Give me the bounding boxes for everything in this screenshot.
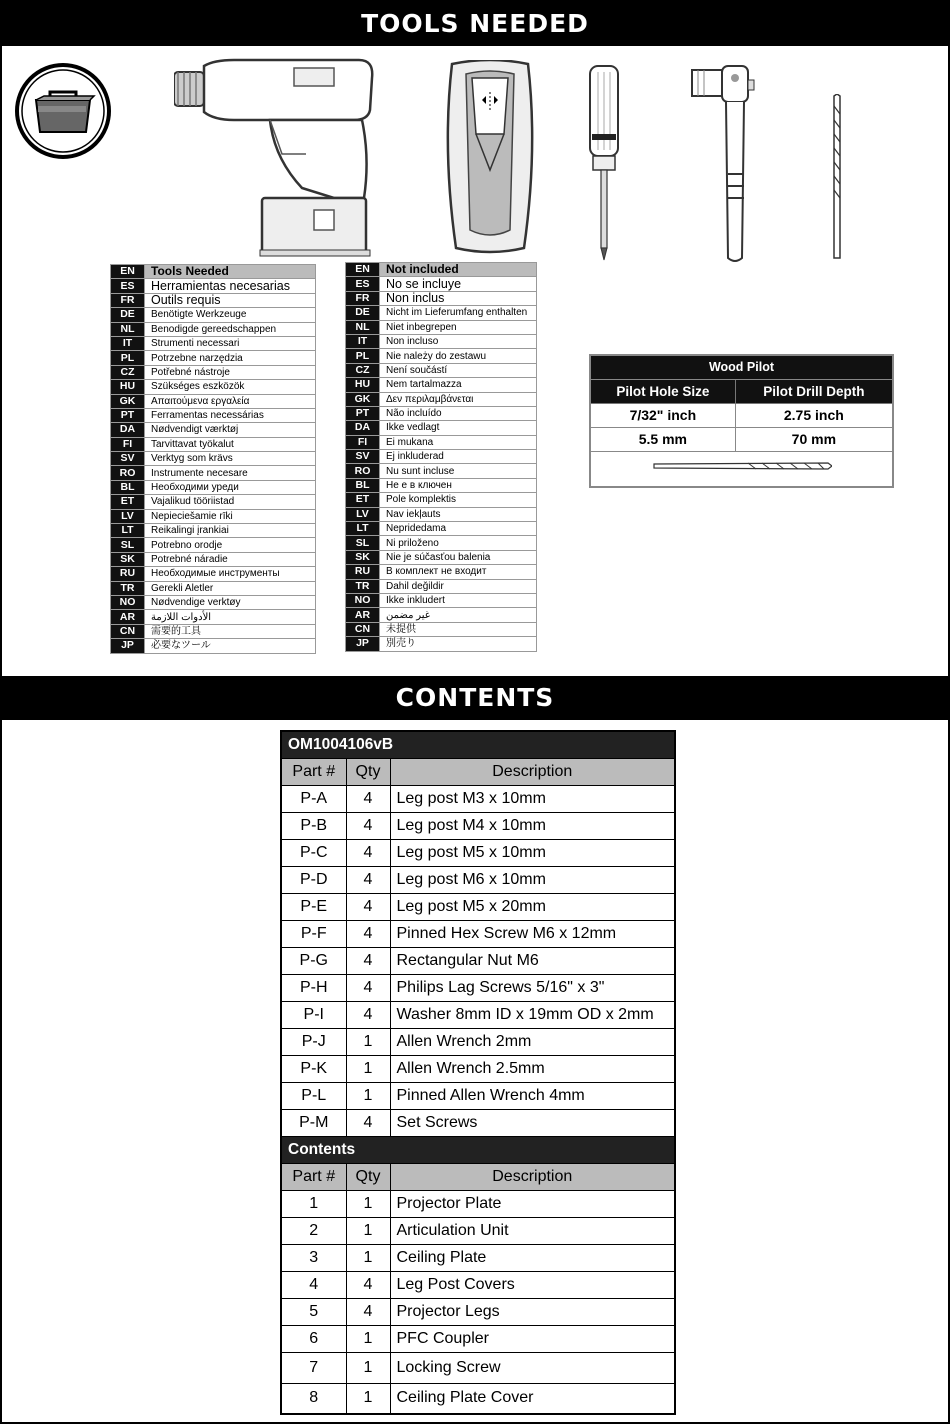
language-code: BL <box>346 478 380 492</box>
quantity: 1 <box>346 1383 390 1414</box>
quantity: 4 <box>346 1001 390 1028</box>
tools-needed-translation: Nødvendigt værktøj <box>145 423 316 437</box>
language-code: ES <box>346 277 380 291</box>
not-included-row <box>346 579 537 593</box>
description: Leg post M3 x 10mm <box>390 785 675 812</box>
part-number: P-G <box>281 947 346 974</box>
language-code: EN <box>346 263 380 277</box>
not-included-translation: Nav iekļauts <box>380 507 537 521</box>
language-code: GK <box>346 392 380 406</box>
language-code: RO <box>346 464 380 478</box>
description: Washer 8mm ID x 19mm OD x 2mm <box>390 1001 675 1028</box>
language-code: AR <box>111 610 145 624</box>
language-code: SK <box>111 552 145 566</box>
language-code: DA <box>346 421 380 435</box>
part-number: 8 <box>281 1383 346 1414</box>
description-header: Description <box>390 758 675 785</box>
tools-needed-translation: Необходимые инструменты <box>145 567 316 581</box>
parts-row <box>281 1190 675 1217</box>
power-drill-icon <box>174 58 374 258</box>
language-code: HU <box>111 380 145 394</box>
not-included-row <box>346 550 537 564</box>
quantity: 1 <box>346 1190 390 1217</box>
tools-needed-row <box>111 624 316 638</box>
pilot-drill-bit-cell <box>590 451 893 487</box>
tools-needed-row <box>111 552 316 566</box>
not-included-translation: Nepridedama <box>380 522 537 536</box>
hardware-kit-title: OM1004106vB <box>281 731 675 758</box>
tools-needed-translation: Tools Needed <box>145 265 316 279</box>
language-code: AR <box>346 608 380 622</box>
language-code: DE <box>111 308 145 322</box>
part-number: 2 <box>281 1217 346 1244</box>
not-included-row <box>346 334 537 348</box>
language-code: NO <box>111 595 145 609</box>
tools-needed-translation: Potřebné nástroje <box>145 365 316 379</box>
description: PFC Coupler <box>390 1325 675 1352</box>
quantity: 1 <box>346 1082 390 1109</box>
tools-needed-translation: 需要的工具 <box>145 624 316 638</box>
contents-banner: CONTENTS <box>2 676 948 720</box>
not-included-translation: Dahil değildir <box>380 579 537 593</box>
tools-needed-row <box>111 351 316 365</box>
hardware-row <box>281 785 675 812</box>
not-included-row <box>346 306 537 320</box>
quantity: 1 <box>346 1352 390 1383</box>
description: Rectangular Nut M6 <box>390 947 675 974</box>
description: Pinned Hex Screw M6 x 12mm <box>390 920 675 947</box>
language-code: CZ <box>111 365 145 379</box>
language-code: FI <box>111 437 145 451</box>
part-number: 7 <box>281 1352 346 1383</box>
wood-pilot-title: Wood Pilot <box>590 355 893 379</box>
hardware-row <box>281 1055 675 1082</box>
description: Leg Post Covers <box>390 1271 675 1298</box>
description: Locking Screw <box>390 1352 675 1383</box>
not-included-translation: В комплект не входит <box>380 565 537 579</box>
tools-needed-translation: Strumenti necessari <box>145 336 316 350</box>
parts-row <box>281 1217 675 1244</box>
hardware-row <box>281 1109 675 1136</box>
pilot-drill-depth-header: Pilot Drill Depth <box>735 379 893 403</box>
not-included-translation: Nem tartalmazza <box>380 378 537 392</box>
language-code: IT <box>346 334 380 348</box>
parts-row <box>281 1383 675 1414</box>
description: Philips Lag Screws 5/16" x 3" <box>390 974 675 1001</box>
tools-needed-language-table <box>110 264 316 654</box>
not-included-row <box>346 493 537 507</box>
quantity: 4 <box>346 974 390 1001</box>
qty-header: Qty <box>346 758 390 785</box>
tools-needed-row <box>111 408 316 422</box>
part-number: P-C <box>281 839 346 866</box>
not-included-row <box>346 536 537 550</box>
part-number: 4 <box>281 1271 346 1298</box>
language-code: EN <box>111 265 145 279</box>
language-code: NL <box>346 320 380 334</box>
tools-needed-translation: 必要なツール <box>145 639 316 653</box>
hardware-row <box>281 1001 675 1028</box>
tools-needed-translation: Potrebné náradie <box>145 552 316 566</box>
not-included-row <box>346 263 537 277</box>
tools-needed-row <box>111 567 316 581</box>
tools-needed-row <box>111 293 316 307</box>
not-included-translation: Δεν περιλαμβάνεται <box>380 392 537 406</box>
tools-needed-row <box>111 639 316 653</box>
quantity: 1 <box>346 1217 390 1244</box>
part-number: P-J <box>281 1028 346 1055</box>
not-included-translation: Not included <box>380 263 537 277</box>
tools-needed-row <box>111 595 316 609</box>
not-included-translation: Не е в ключен <box>380 478 537 492</box>
parts-row <box>281 1298 675 1325</box>
tools-needed-row <box>111 322 316 336</box>
part-number: 5 <box>281 1298 346 1325</box>
language-code: CZ <box>346 363 380 377</box>
language-code: PT <box>111 408 145 422</box>
tools-needed-row <box>111 581 316 595</box>
tools-needed-row <box>111 380 316 394</box>
quantity: 4 <box>346 893 390 920</box>
not-included-row <box>346 421 537 435</box>
language-code: PT <box>346 406 380 420</box>
description: Leg post M6 x 10mm <box>390 866 675 893</box>
language-code: NO <box>346 593 380 607</box>
not-included-row <box>346 320 537 334</box>
language-code: IT <box>111 336 145 350</box>
tools-needed-row <box>111 452 316 466</box>
quantity: 1 <box>346 1028 390 1055</box>
language-code: LV <box>346 507 380 521</box>
not-included-translation: Ej inkluderad <box>380 450 537 464</box>
part-number: 6 <box>281 1325 346 1352</box>
not-included-translation: Não incluído <box>380 406 537 420</box>
language-code: JP <box>346 637 380 651</box>
description: Ceiling Plate Cover <box>390 1383 675 1414</box>
tools-needed-row <box>111 423 316 437</box>
language-code: CN <box>111 624 145 638</box>
not-included-row <box>346 406 537 420</box>
hardware-row <box>281 893 675 920</box>
language-code: DE <box>346 306 380 320</box>
description: Allen Wrench 2mm <box>390 1028 675 1055</box>
not-included-translation: Ikke vedlagt <box>380 421 537 435</box>
parts-row <box>281 1271 675 1298</box>
not-included-translation: Niet inbegrepen <box>380 320 537 334</box>
not-included-translation: غير مضمن <box>380 608 537 622</box>
tools-needed-translation: Tarvittavat työkalut <box>145 437 316 451</box>
quantity: 4 <box>346 920 390 947</box>
tools-needed-translation: Potrzebne narzędzia <box>145 351 316 365</box>
not-included-row <box>346 507 537 521</box>
hardware-row <box>281 1028 675 1055</box>
tools-needed-translation: Szükséges eszközök <box>145 380 316 394</box>
tools-needed-translation: Nepieciešamie rīki <box>145 509 316 523</box>
wood-pilot-table <box>589 354 894 488</box>
language-code: SK <box>346 550 380 564</box>
part-number: P-K <box>281 1055 346 1082</box>
not-included-translation: Nu sunt incluse <box>380 464 537 478</box>
part-number: P-E <box>281 893 346 920</box>
language-code: SL <box>346 536 380 550</box>
tools-needed-translation: Ferramentas necessárias <box>145 408 316 422</box>
not-included-translation: Nicht im Lieferumfang enthalten <box>380 306 537 320</box>
not-included-translation: 未提供 <box>380 622 537 636</box>
quantity: 4 <box>346 785 390 812</box>
not-included-translation: Non inclus <box>380 291 537 305</box>
parts-row <box>281 1352 675 1383</box>
tools-needed-translation: Herramientas necesarias <box>145 279 316 293</box>
language-code: DA <box>111 423 145 437</box>
description: Pinned Allen Wrench 4mm <box>390 1082 675 1109</box>
not-included-row <box>346 349 537 363</box>
part-number: P-M <box>281 1109 346 1136</box>
not-included-row <box>346 392 537 406</box>
tools-needed-row <box>111 437 316 451</box>
tools-needed-row <box>111 279 316 293</box>
language-code: FR <box>111 293 145 307</box>
tools-needed-translation: Gerekli Aletler <box>145 581 316 595</box>
not-included-translation: Pole komplektis <box>380 493 537 507</box>
qty-header: Qty <box>346 1163 390 1190</box>
language-code: LT <box>346 522 380 536</box>
part-number: 3 <box>281 1244 346 1271</box>
language-code: HU <box>346 378 380 392</box>
description: Set Screws <box>390 1109 675 1136</box>
not-included-row <box>346 378 537 392</box>
quantity: 4 <box>346 1298 390 1325</box>
language-code: LV <box>111 509 145 523</box>
language-code: TR <box>111 581 145 595</box>
parts-row <box>281 1325 675 1352</box>
tools-needed-translation: Potrebno orodje <box>145 538 316 552</box>
not-included-translation: Ei mukana <box>380 435 537 449</box>
quantity: 1 <box>346 1244 390 1271</box>
not-included-row <box>346 435 537 449</box>
language-code: RO <box>111 466 145 480</box>
language-code: ES <box>111 279 145 293</box>
tools-needed-translation: Vajalikud tööriistad <box>145 495 316 509</box>
not-included-row <box>346 565 537 579</box>
quantity: 1 <box>346 1325 390 1352</box>
quantity: 4 <box>346 812 390 839</box>
pilot-drill-depth-inch: 2.75 inch <box>735 403 893 427</box>
part-number: 1 <box>281 1190 346 1217</box>
language-code: CN <box>346 622 380 636</box>
language-code: FR <box>346 291 380 305</box>
tools-needed-translation: Απαιτούμενα εργαλεία <box>145 394 316 408</box>
description: Leg post M5 x 10mm <box>390 839 675 866</box>
not-included-translation: No se incluye <box>380 277 537 291</box>
tools-needed-translation: الأدوات اللازمة <box>145 610 316 624</box>
tools-needed-translation: Verktyg som krävs <box>145 452 316 466</box>
part-number: P-D <box>281 866 346 893</box>
hardware-row <box>281 812 675 839</box>
tools-needed-row <box>111 509 316 523</box>
part-number: P-H <box>281 974 346 1001</box>
tools-needed-row <box>111 495 316 509</box>
not-included-translation: Non incluso <box>380 334 537 348</box>
hardware-row <box>281 974 675 1001</box>
language-code: SV <box>346 450 380 464</box>
pilot-hole-size-mm: 5.5 mm <box>590 427 735 451</box>
toolbox-icon <box>14 62 112 160</box>
tools-needed-translation: Benodigde gereedschappen <box>145 322 316 336</box>
tools-needed-translation: Необходими уреди <box>145 480 316 494</box>
part-number: P-L <box>281 1082 346 1109</box>
hardware-row <box>281 866 675 893</box>
language-code: LT <box>111 524 145 538</box>
quantity: 4 <box>346 947 390 974</box>
pilot-drill-depth-mm: 70 mm <box>735 427 893 451</box>
tools-needed-row <box>111 466 316 480</box>
language-code: PL <box>346 349 380 363</box>
hardware-row <box>281 839 675 866</box>
language-code: ET <box>346 493 380 507</box>
language-code: TR <box>346 579 380 593</box>
quantity: 1 <box>346 1055 390 1082</box>
language-code: JP <box>111 639 145 653</box>
tools-needed-row <box>111 480 316 494</box>
language-code: SV <box>111 452 145 466</box>
language-code: RU <box>111 567 145 581</box>
description: Ceiling Plate <box>390 1244 675 1271</box>
quantity: 4 <box>346 1109 390 1136</box>
not-included-language-table <box>345 262 537 652</box>
not-included-row <box>346 450 537 464</box>
tools-needed-translation: Benötigte Werkzeuge <box>145 308 316 322</box>
tools-needed-translation: Nødvendige verktøy <box>145 595 316 609</box>
not-included-translation: Nie je súčasťou balenia <box>380 550 537 564</box>
description: Leg post M4 x 10mm <box>390 812 675 839</box>
horizontal-drill-bit-icon <box>652 459 832 473</box>
drill-bit-icon <box>827 94 847 260</box>
tools-needed-row <box>111 524 316 538</box>
hardware-row <box>281 1082 675 1109</box>
part-number: P-A <box>281 785 346 812</box>
not-included-row <box>346 464 537 478</box>
not-included-translation: Nie należy do zestawu <box>380 349 537 363</box>
language-code: FI <box>346 435 380 449</box>
not-included-translation: Není součástí <box>380 363 537 377</box>
pilot-hole-size-inch: 7/32" inch <box>590 403 735 427</box>
not-included-row <box>346 363 537 377</box>
description: Allen Wrench 2.5mm <box>390 1055 675 1082</box>
language-code: SL <box>111 538 145 552</box>
not-included-translation: 別売り <box>380 637 537 651</box>
not-included-row <box>346 277 537 291</box>
quantity: 4 <box>346 839 390 866</box>
language-code: GK <box>111 394 145 408</box>
not-included-row <box>346 522 537 536</box>
part-number: P-B <box>281 812 346 839</box>
part-number: P-I <box>281 1001 346 1028</box>
not-included-translation: Ni priloženo <box>380 536 537 550</box>
tools-needed-translation: Instrumente necesare <box>145 466 316 480</box>
not-included-row <box>346 608 537 622</box>
tools-needed-row <box>111 265 316 279</box>
tools-needed-banner: TOOLS NEEDED <box>2 2 948 46</box>
not-included-row <box>346 622 537 636</box>
not-included-row <box>346 593 537 607</box>
parts-row <box>281 1244 675 1271</box>
tools-needed-translation: Outils requis <box>145 293 316 307</box>
language-code: PL <box>111 351 145 365</box>
part-number: P-F <box>281 920 346 947</box>
description: Projector Legs <box>390 1298 675 1325</box>
pilot-hole-size-header: Pilot Hole Size <box>590 379 735 403</box>
tools-needed-row <box>111 336 316 350</box>
tools-needed-row <box>111 308 316 322</box>
description: Projector Plate <box>390 1190 675 1217</box>
quantity: 4 <box>346 1271 390 1298</box>
language-code: NL <box>111 322 145 336</box>
part-number-header: Part # <box>281 758 346 785</box>
tools-needed-translation: Reikalingi įrankiai <box>145 524 316 538</box>
parts-section-title: Contents <box>281 1136 675 1163</box>
part-number-header: Part # <box>281 1163 346 1190</box>
hardware-row <box>281 947 675 974</box>
not-included-row <box>346 637 537 651</box>
tools-needed-row <box>111 538 316 552</box>
phillips-screwdriver-icon <box>586 64 622 262</box>
contents-table <box>280 730 676 1415</box>
not-included-row <box>346 478 537 492</box>
hardware-row <box>281 920 675 947</box>
tools-needed-row <box>111 610 316 624</box>
not-included-translation: Ikke inkludert <box>380 593 537 607</box>
description: Leg post M5 x 20mm <box>390 893 675 920</box>
description: Articulation Unit <box>390 1217 675 1244</box>
description-header: Description <box>390 1163 675 1190</box>
stud-finder-icon <box>442 60 538 256</box>
language-code: RU <box>346 565 380 579</box>
not-included-row <box>346 291 537 305</box>
quantity: 4 <box>346 866 390 893</box>
language-code: BL <box>111 480 145 494</box>
socket-wrench-icon <box>690 64 760 264</box>
tools-needed-row <box>111 394 316 408</box>
tools-needed-row <box>111 365 316 379</box>
language-code: ET <box>111 495 145 509</box>
